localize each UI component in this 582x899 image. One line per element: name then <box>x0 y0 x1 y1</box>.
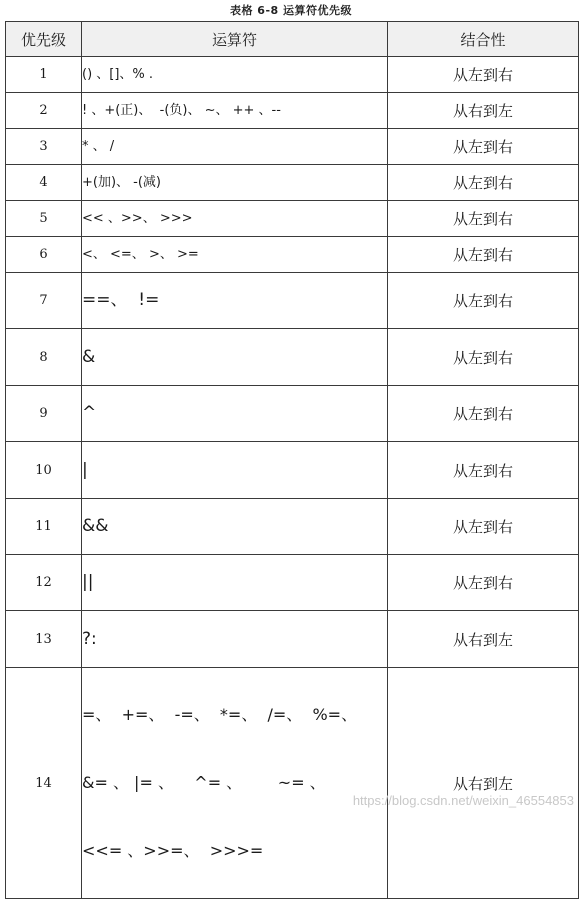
table-row <box>6 201 579 237</box>
table-row <box>6 273 579 329</box>
table-row <box>6 611 579 668</box>
level-cell: 9 <box>6 386 82 442</box>
associativity-cell: 从左到右 <box>388 165 579 201</box>
table-caption: 表格 6-8 运算符优先级 <box>229 4 353 17</box>
operators-cell: ! 、+(正)、 -(负)、 ~、 ++ 、-- <box>82 93 388 129</box>
level-cell: 6 <box>6 237 82 273</box>
operators-cell: << 、>>、 >>> <box>82 201 388 237</box>
operators-line: <<= 、>>=、 >>>= <box>82 841 264 860</box>
operators-cell: ?: <box>82 611 388 668</box>
operators-cell: () 、[]、% . <box>82 57 388 93</box>
level-cell: 8 <box>6 329 82 386</box>
operators-line: &= 、 |= 、 ^= 、 ~= 、 <box>82 773 326 792</box>
associativity-cell: 从左到右 <box>388 237 579 273</box>
operator-precedence-table <box>5 21 579 899</box>
table-row <box>6 386 579 442</box>
associativity-cell: 从右到左 <box>388 668 579 899</box>
table-row <box>6 442 579 499</box>
table-row <box>6 165 579 201</box>
operators-cell <box>82 668 388 899</box>
header-level: 优先级 <box>6 22 82 57</box>
level-cell: 3 <box>6 129 82 165</box>
level-cell: 12 <box>6 555 82 611</box>
table-row <box>6 129 579 165</box>
level-cell: 14 <box>6 668 82 899</box>
operators-cell: ^ <box>82 386 388 442</box>
level-cell: 5 <box>6 201 82 237</box>
table-row <box>6 57 579 93</box>
level-cell: 10 <box>6 442 82 499</box>
table-row <box>6 93 579 129</box>
operators-cell: & <box>82 329 388 386</box>
associativity-cell: 从左到右 <box>388 555 579 611</box>
level-cell: 1 <box>6 57 82 93</box>
operators-cell: && <box>82 499 388 555</box>
associativity-cell: 从左到右 <box>388 57 579 93</box>
associativity-cell: 从左到右 <box>388 273 579 329</box>
table-row <box>6 237 579 273</box>
table-row <box>6 555 579 611</box>
level-cell: 13 <box>6 611 82 668</box>
header-operators: 运算符 <box>82 22 388 57</box>
associativity-cell: 从左到右 <box>388 129 579 165</box>
associativity-cell: 从左到右 <box>388 499 579 555</box>
level-cell: 2 <box>6 93 82 129</box>
table-header-row <box>6 22 579 57</box>
table-row <box>6 668 579 899</box>
operators-line: =、 +=、 -=、 *=、 /=、 %=、 <box>82 705 358 724</box>
level-cell: 7 <box>6 273 82 329</box>
associativity-cell: 从右到左 <box>388 611 579 668</box>
level-cell: 4 <box>6 165 82 201</box>
header-associativity: 结合性 <box>388 22 579 57</box>
associativity-cell: 从左到右 <box>388 201 579 237</box>
operators-cell: || <box>82 555 388 611</box>
associativity-cell: 从左到右 <box>388 386 579 442</box>
watermark-url: https://blog.csdn.net/weixin_46554853 <box>352 793 574 808</box>
level-cell: 11 <box>6 499 82 555</box>
table-row <box>6 329 579 386</box>
operators-cell: * 、 / <box>82 129 388 165</box>
table-row <box>6 499 579 555</box>
operators-cell: | <box>82 442 388 499</box>
associativity-cell: 从左到右 <box>388 442 579 499</box>
operators-cell: +(加)、 -(减) <box>82 165 388 201</box>
associativity-cell: 从右到左 <box>388 93 579 129</box>
operators-cell: ==、 != <box>82 273 388 329</box>
operators-cell: <、 <=、 >、 >= <box>82 237 388 273</box>
associativity-cell: 从左到右 <box>388 329 579 386</box>
